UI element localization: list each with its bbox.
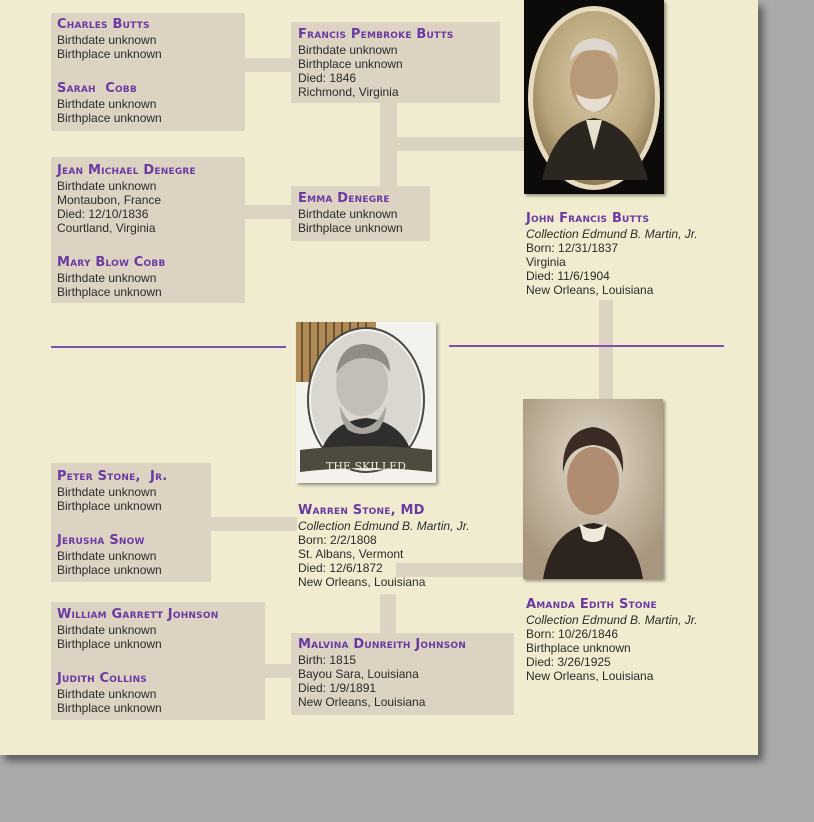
person-detail: Died: 12/6/1872 <box>298 561 383 575</box>
person-detail: New Orleans, Louisiana <box>526 283 654 297</box>
connector <box>397 137 525 151</box>
person-detail: New Orleans, Louisiana <box>298 695 426 709</box>
amanda-edith-stone-portrait <box>523 399 663 579</box>
photo-credit: Collection Edmund B. Martin, Jr. <box>298 519 470 533</box>
person-detail: Died: 12/10/1836 <box>57 207 149 221</box>
person-detail: Birthplace unknown <box>57 47 162 61</box>
person-detail: Birthplace unknown <box>298 221 403 235</box>
person-detail: Virginia <box>526 255 566 269</box>
person-detail: New Orleans, Louisiana <box>298 575 426 589</box>
person-name: Judith Collins <box>57 671 147 686</box>
person-detail: Birthdate unknown <box>57 623 157 637</box>
person-judith-collins <box>57 671 162 715</box>
person-detail: Birthdate unknown <box>57 271 157 285</box>
person-detail: Birthdate unknown <box>57 179 157 193</box>
person-detail: Birthplace unknown <box>57 701 162 715</box>
person-detail: New Orleans, Louisiana <box>526 669 654 683</box>
person-warren-stone <box>298 503 470 589</box>
person-name: Francis Pembroke Butts <box>298 27 454 42</box>
connector <box>599 300 613 400</box>
person-name: Warren Stone, MD <box>298 503 425 518</box>
person-detail: Born: 12/31/1837 <box>526 241 619 255</box>
person-detail: Died: 3/26/1925 <box>526 655 611 669</box>
person-detail: Born: 2/2/1808 <box>298 533 377 547</box>
connector <box>211 517 297 531</box>
person-detail: Richmond, Virginia <box>298 85 399 99</box>
person-detail: Birthplace unknown <box>57 285 162 299</box>
person-charles-butts <box>57 17 162 61</box>
person-name: Jerusha Snow <box>57 533 145 548</box>
person-detail: Birthdate unknown <box>57 687 157 701</box>
person-detail: Birthplace unknown <box>57 111 162 125</box>
person-detail: Birthdate unknown <box>57 33 157 47</box>
person-detail: Montaubon, France <box>57 193 162 207</box>
person-jean-michael-denegre <box>57 163 196 235</box>
john-francis-butts-portrait <box>524 0 664 194</box>
person-william-garrett-johnson <box>57 607 218 651</box>
person-name: Mary Blow Cobb <box>57 255 166 270</box>
person-detail: Birthdate unknown <box>57 97 157 111</box>
divider-right <box>449 345 724 347</box>
portrait-photo <box>523 399 663 579</box>
person-name: Peter Stone, Jr. <box>57 469 168 484</box>
person-francis-pembroke-butts <box>298 27 454 99</box>
person-amanda-edith-stone <box>526 597 698 683</box>
divider-left <box>51 346 286 348</box>
person-detail: Birthplace unknown <box>298 57 403 71</box>
person-name: John Francis Butts <box>526 211 650 226</box>
person-detail: Birthplace unknown <box>57 499 162 513</box>
person-detail: Birthdate unknown <box>298 43 398 57</box>
portrait-engraving <box>296 322 436 483</box>
person-detail: Bayou Sara, Louisiana <box>298 667 419 681</box>
photo-credit: Collection Edmund B. Martin, Jr. <box>526 227 698 241</box>
person-detail: St. Albans, Vermont <box>298 547 404 561</box>
connector <box>380 594 396 634</box>
person-detail: Died: 11/6/1904 <box>526 269 610 283</box>
person-name: Jean Michael Denegre <box>57 163 196 178</box>
person-peter-stone-jr <box>57 469 167 513</box>
person-detail: Died: 1846 <box>298 71 357 85</box>
photo-credit: Collection Edmund B. Martin, Jr. <box>526 613 698 627</box>
engraving-caption: THE SKILLED <box>325 460 407 473</box>
person-detail: Birthdate unknown <box>57 549 157 563</box>
connector <box>244 58 292 72</box>
connector <box>244 205 292 219</box>
person-detail: Birthdate unknown <box>57 485 157 499</box>
connector <box>380 103 397 187</box>
person-emma-denegre <box>298 191 403 235</box>
person-detail: Birthplace unknown <box>57 637 162 651</box>
person-detail: Birthplace unknown <box>57 563 162 577</box>
person-jerusha-snow <box>57 533 162 577</box>
person-name: Malvina Dunreith Johnson <box>298 637 467 652</box>
person-mary-blow-cobb <box>57 255 166 299</box>
person-name: Emma Denegre <box>298 191 390 206</box>
person-detail: Birthplace unknown <box>526 641 631 655</box>
person-detail: Born: 10/26/1846 <box>526 627 619 641</box>
connector <box>264 664 292 678</box>
person-john-francis-butts <box>526 211 698 297</box>
person-malvina-dunreith-johnson <box>298 637 466 709</box>
person-name: Charles Butts <box>57 17 150 32</box>
portrait-photo <box>524 0 664 194</box>
person-detail: Birthdate unknown <box>298 207 398 221</box>
person-detail: Courtland, Virginia <box>57 221 156 235</box>
warren-stone-portrait <box>296 322 436 483</box>
person-name: Sarah Cobb <box>57 81 137 96</box>
person-name: William Garrett Johnson <box>57 607 219 622</box>
person-detail: Birth: 1815 <box>298 653 357 667</box>
person-detail: Died: 1/9/1891 <box>298 681 377 695</box>
person-sarah-cobb <box>57 81 162 125</box>
person-name: Amanda Edith Stone <box>526 597 657 612</box>
